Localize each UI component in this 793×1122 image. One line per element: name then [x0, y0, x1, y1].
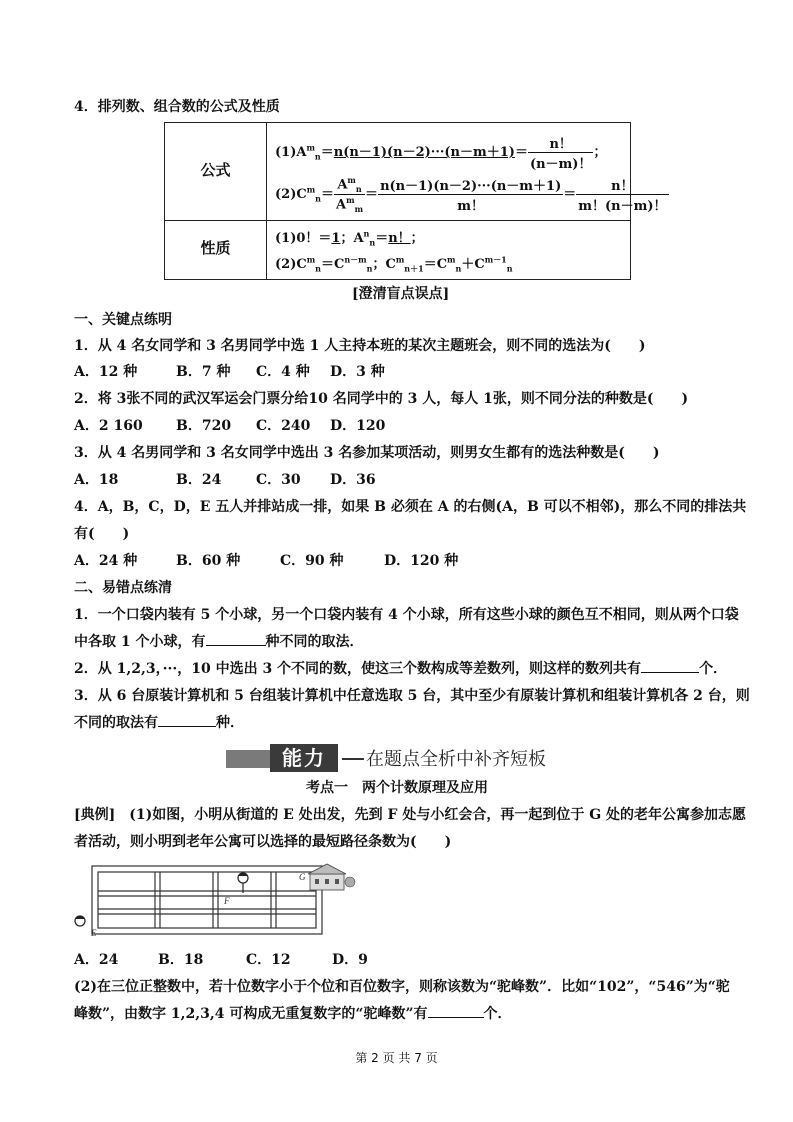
question-1: 1．从 4 名女同学和 3 名男同学中选 1 人主持本班的某次主题班会，则不同的选法为( )	[74, 338, 646, 354]
formula-combination: $(2)C^m_n=$ $\frac{A^m_n}{A^m_m}$ ＝ $\frac{n(n-1)(n-2)\cdot\cdot\cdot(n-m+1)}{m!}$ ＝ $\frac{n!}{m!(n-m)!}$	[275, 175, 667, 214]
street-grid-figure	[72, 860, 362, 940]
example2-line1: (2)在三位正整数中，若十位数字小于个位和百位数字，则称该数为“驼峰数”．比如“102”，“546”为“驼	[74, 979, 730, 995]
question-3: 3．从 4 名男同学和 3 名女同学中选出 3 名参加某项活动，则男女生都有的选法种数是( )	[74, 445, 660, 461]
part2-title: 二、易错点练清	[74, 580, 172, 596]
option: B．7 种	[176, 364, 231, 380]
page-footer: 第 2 页 共 7 页	[355, 1051, 438, 1065]
easy-question-2: 2．从 1,2,3，···，10 中选出 3 个不同的数，使这三个数构成等差数列，则这样的数列共有 个．	[74, 661, 728, 677]
question-2: 2．将 3张不同的武汉军运会门票分给10 名同学中的 3 人，每人 1张，则不同分法的种数是( )	[74, 391, 689, 407]
answer-blank[interactable]	[428, 1004, 484, 1018]
row-label-formula: 公式	[200, 161, 231, 179]
option: B．720	[176, 418, 232, 434]
easy-question-1-line2: 中各取 1 个小球，有 种不同的取法．	[74, 634, 364, 650]
formula-permutation: $(1)A^m_n=n(n-1)(n-2)\cdot\cdot\cdot(n-m+1)=$ $\frac{n!}{(n-m)!}$ ；	[275, 133, 606, 172]
option: A．12 种	[74, 364, 138, 380]
example2-line2: 峰数”，由数字 1,2,3,4 可构成无重复数字的“驼峰数”有 个．	[74, 1006, 512, 1022]
example-line1: [典例] (1)如图，小明从街道的 E 处出发，先到 F 处与小红会合，再一起到位于 G 处的老年公寓参加志愿	[74, 807, 747, 823]
kaodian-title: 考点一 两个计数原理及应用	[306, 780, 488, 796]
option: C．90 种	[280, 553, 344, 569]
label-g: G	[299, 872, 306, 882]
answer-blank[interactable]	[206, 632, 266, 646]
answer-blank[interactable]	[158, 713, 216, 727]
banner-main: 能力	[270, 744, 338, 772]
option: B．60 种	[176, 553, 241, 569]
table-row-formula	[165, 123, 667, 221]
option: A．24	[74, 952, 119, 968]
formula-table	[164, 122, 667, 280]
person-icon	[75, 916, 85, 926]
row-label-property: 性质	[200, 239, 231, 257]
banner-subtitle: 在题点全析中补齐短板	[366, 749, 546, 770]
clarify-title: [澄清盲点误点]	[352, 286, 450, 302]
option: C．240	[256, 418, 311, 434]
option: C．12	[246, 952, 291, 968]
option: A．18	[74, 472, 119, 488]
option: D．120 种	[384, 553, 459, 569]
part1-title: 一、关键点练明	[74, 312, 172, 328]
option: A．24 种	[74, 553, 138, 569]
option: A．2 160	[74, 418, 143, 434]
option: D．36	[330, 472, 376, 488]
easy-question-1-line1: 1．一个口袋内装有 5 个小球，另一个口袋内装有 4 个小球，所有这些小球的颜色互不相同，则从两个口袋	[74, 607, 739, 623]
street-grid	[92, 866, 322, 934]
example-options	[74, 950, 368, 970]
label-f: F	[224, 896, 230, 906]
question-4-line1: 4．A，B，C，D，E 五人并排站成一排，如果 B 必须在 A 的右侧(A，B 可以不相邻)，那么不同的排法共	[74, 499, 747, 515]
banner-dash	[342, 758, 364, 760]
option: D．120	[330, 418, 386, 434]
question-1-options	[74, 362, 385, 382]
question-4-line2: 有( )	[74, 526, 130, 542]
section-title: 4．排列数、组合数的公式及性质	[74, 99, 280, 115]
label-e: E	[91, 928, 97, 938]
option: D．9	[332, 952, 368, 968]
option: C．4 种	[256, 364, 310, 380]
option: D．3 种	[330, 364, 385, 380]
example-line2: 者活动，则小明到老年公寓可以选择的最短路径条数为( )	[74, 834, 452, 850]
option: B．18	[158, 952, 204, 968]
answer-blank[interactable]	[641, 659, 699, 673]
easy-question-3-line1: 3．从 6 台原装计算机和 5 台组装计算机中任意选取 5 台，其中至少有原装计算机和组装计算机各 2 台，则	[74, 688, 750, 704]
option: B．24	[176, 472, 222, 488]
ability-banner	[226, 744, 566, 772]
question-4-options	[74, 551, 458, 571]
question-2-options	[74, 416, 385, 436]
easy-question-3-line2: 不同的取法有 种．	[74, 715, 244, 731]
property-factorial: (1)0！＝1；$A^n_n=n$！；	[275, 228, 424, 248]
option: C．30	[256, 472, 301, 488]
question-3-options	[74, 470, 376, 490]
table-row-property	[165, 221, 630, 279]
property-combination: $(2)C^m_n=C^{n-m}_n$；$C^m_{n+1}=C^m_n+C^{m-1}_n$	[275, 254, 513, 274]
